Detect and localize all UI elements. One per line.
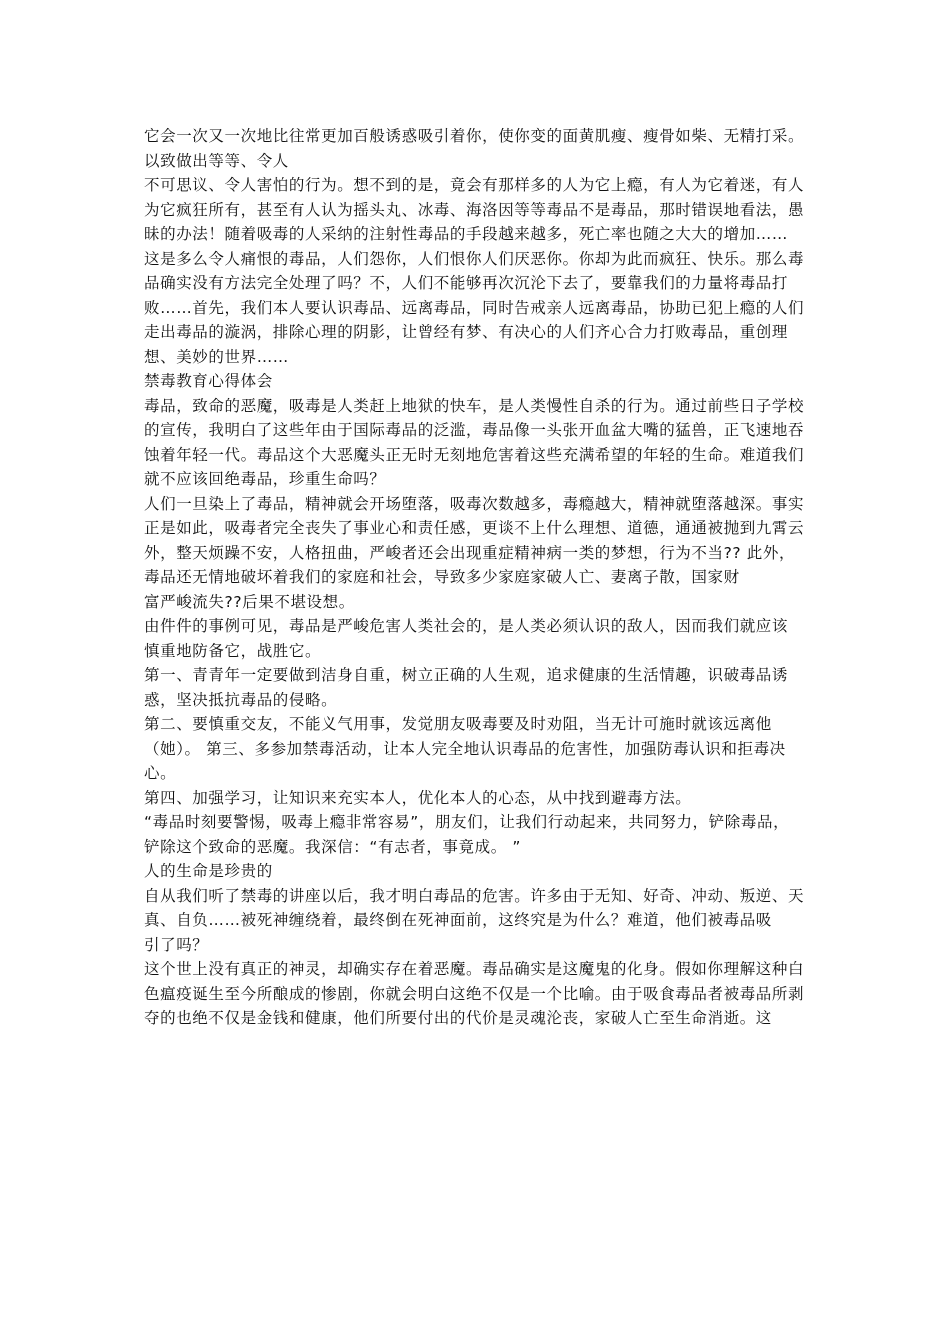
- paragraph: 人们一旦染上了毒品，精神就会开场堕落，吸毒次数越多，毒瘾越大，精神就堕落越深。事实正是如此，吸毒者完全丧失了事业心和责任感，更谈不上什么理想、道德，通通被抛到九霄云外，整天烦躁不安，人格扭曲，严峻者还会出现重症精神病一类的梦想，行为不当?? 此外，毒品还无情地破坏着我们的家庭和社会，导致多少家庭家破人亡、妻离子散，国家财: [144, 494, 805, 586]
- paragraph: 慎重地防备它，战胜它。: [144, 641, 322, 660]
- paragraph: 第一、青青年一定要做到洁身自重，树立正确的人生观，追求健康的生活情趣，识破毒品诱: [144, 666, 789, 684]
- paragraph: “毒品时刻要警惕，吸毒上瘾非常容易”，朋友们，让我们行动起来，共同努力，铲除毒品，: [144, 813, 790, 831]
- paragraph: 自从我们听了禁毒的讲座以后，我才明白毒品的危害。许多由于无知、好奇、冲动、叛逆、天真、自负……被死神缠绕着，最终倒在死神面前，这终究是为什么？难道，他们被毒品吸: [144, 886, 805, 929]
- paragraph: 这个世上没有真正的神灵，却确实存在着恶魔。毒品确实是这魔鬼的化身。假如你理解这种白色瘟疫诞生至今所酿成的惨剧，你就会明白这绝不仅是一个比喻。由于吸食毒品者被毒品所剥夺的也绝不仅是金钱和健康，他们所要付出的代价是灵魂沦丧，家破人亡至生命消逝。这: [144, 960, 805, 1027]
- paragraph: 惑，坚决抵抗毒品的侵略。: [144, 690, 338, 709]
- paragraph: 引了吗？: [144, 935, 209, 954]
- paragraph: 第二、要慎重交友，不能义气用事，发觉朋友吸毒要及时劝阻，当无计可施时就该远离他（她）。 第三、多参加禁毒活动，让本人完全地认识毒品的危害性，加强防毒认识和拒毒决心。: [144, 715, 786, 782]
- paragraph: 由件件的事例可见，毒品是严峻危害人类社会的，是人类必须认识的敌人，因而我们就应该: [144, 617, 789, 635]
- document-body: [144, 124, 808, 1031]
- paragraph: 铲除这个致命的恶魔。我深信：“有志者，事竟成。 ”: [144, 837, 521, 856]
- paragraph: 这是多么令人痛恨的毒品，人们怨你，人们恨你人们厌恶你。你却为此而疯狂、快乐。那么毒品确实没有方法完全处理了吗？不，人们不能够再次沉沦下去了，要靠我们的力量将毒品打败……首先，我们本人要认识毒品、远离毒品，同时告戒亲人远离毒品，协助已犯上瘾的人们走出毒品的漩涡，排除心理的阴影，让曾经有梦、有决心的人们齐心合力打败毒品，重创理想、美妙的世界……: [144, 249, 805, 366]
- paragraph: 它会一次又一次地比往常更加百般诱惑吸引着你，使你变的面黄肌瘦、瘦骨如柴、无精打采。以致做出等等、令人: [144, 127, 805, 170]
- paragraph: 富严峻流失??后果不堪设想。: [144, 592, 355, 611]
- paragraph: 第四、加强学习，让知识来充实本人，优化本人的心态，从中找到避毒方法。: [144, 788, 692, 807]
- paragraph: 不可思议、令人害怕的行为。想不到的是，竟会有那样多的人为它上瘾，有人为它着迷，有人为它疯狂所有，甚至有人认为摇头丸、冰毒、海洛因等等毒品不是毒品，那时错误地看法，愚昧的办法！随着吸毒的人采纳的注射性毒品的手段越来越多，死亡率也随之大大的增加……: [144, 176, 805, 243]
- section-heading: 禁毒教育心得体会: [144, 372, 273, 390]
- paragraph: 毒品，致命的恶魔，吸毒是人类赶上地狱的快车，是人类慢性自杀的行为。通过前些日子学校的宣传，我明白了这些年由于国际毒品的泛滥，毒品像一头张开血盆大嘴的猛兽，正飞速地吞蚀着年轻一代。毒品这个大恶魔头正无时无刻地危害着这些充满希望的年轻的生命。难道我们就不应该回绝毒品，珍重生命吗？: [144, 396, 805, 488]
- section-heading: 人的生命是珍贵的: [144, 862, 273, 880]
